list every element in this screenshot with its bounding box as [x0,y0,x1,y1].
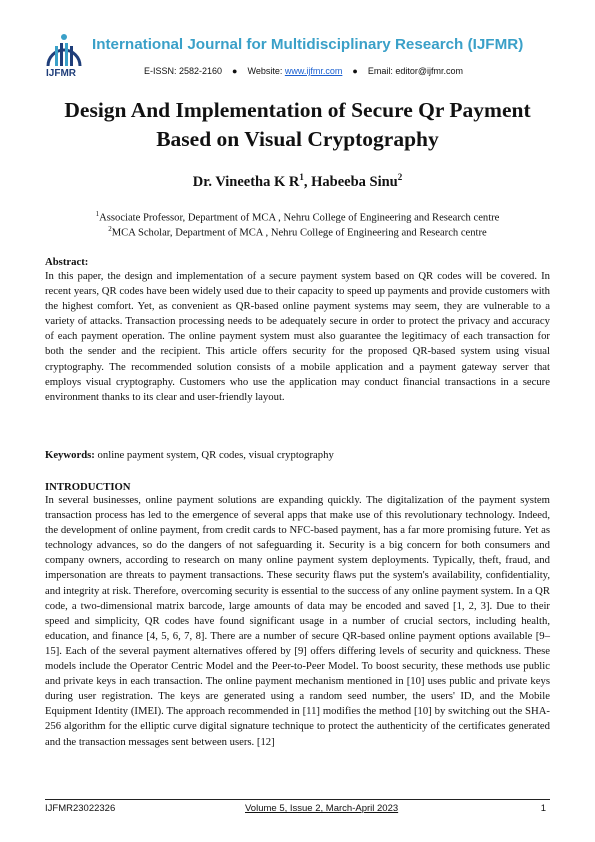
journal-header [44,30,564,82]
abstract-heading: Abstract: [45,256,89,268]
page-footer [45,799,550,816]
author-2-sup: 2 [397,172,403,182]
keywords-label: Keywords: [45,449,95,461]
affiliation-1 [40,210,555,224]
author-1-sup: 1 [299,172,304,182]
bullet-separator: ● [352,66,358,76]
bullet-separator: ● [232,66,238,76]
volume-info: Volume 5, Issue 2, March-April 2023 [245,803,399,814]
journal-logo [44,32,84,78]
author-1: Dr. Vineetha K R [192,173,300,190]
journal-name: International Journal for Multidisciplinary Research [92,36,464,53]
journal-abbr: (IJFMR) [467,36,524,53]
page-number: 1 [540,803,546,814]
eissn: E-ISSN: 2582-2160 [144,66,223,76]
affiliation-2-text: MCA Scholar, Department of MCA , Nehru College of Engineering and Research centre [111,227,487,239]
abstract-text: In this paper, the design and implementation of a secure payment system based on QR codes will be covered. In recent years, QR codes have been widely used due to their capacity to speed up payments and provide customers with the highest comfort. Yet, as convenient as QR-based online payment systems may seem, they are vulnerable to a variety of attacks. Transaction processing needs to be adequately secure in order to protect the privacy and accuracy of each payment operation. The online payment system must also guarantee the legitimacy of each transaction for both the sender and the recipient. This article offers security for the proposed QR-based system using visual cryptography. The recommended solution consists of a mobile application and a payment gateway server that employs visual cryptography. Customers who use the application may conduct financial transactions in a secure environment thanks to its clear and user-friendly layout. [45,270,550,403]
affiliation-2 [40,225,555,239]
affiliation-1-text: Associate Professor, Department of MCA , Nehru College of Engineering and Research centre [99,212,500,224]
author-2: Habeeba Sinu [311,173,398,190]
website-label: Website: [247,66,283,76]
authors [40,172,555,191]
journal-contact [144,66,463,76]
affiliation-1-sup: 1 [95,210,100,218]
title-line-2: Based on Visual Cryptography [156,127,439,151]
logo-text: IJFMR [46,68,76,79]
introduction-text: In several businesses, online payment solutions are expanding quickly. The digitalization of the payment system transaction process has led to the emergence of several apps that make use of this revolutionary technology. Indeed, the development of online payment, from credit cards to NFC-based payment, has a far more promising future. Yet as technology advances, so do the dangers of not safeguarding it. Security is a big concern for both consumers and company owners, according to research on many online payment system deployments. Typically, theft, fraud, and impersonation are threats to payment transactions. These security flaws put the system's availability, confidentiality, and integrity at risk. Therefore, overcoming security is essential to the success of any online payment system. In a QR code, a two-dimensional matrix barcode, large amounts of data may be encoded and saved [1, 2, 3]. Due to their speed and simplicity, QR codes have found significant usage in a number of crucial sectors, including health, education, and finance [4, 5, 6, 7, 8]. There are a number of secure QR-based online payment options available [9–15]. Each of the several payment alternatives offered by [9] offers differing levels of security and quickness. These models include the Operator Centric Model and the Peer-to-Peer Model. To boost security, these methods use public and private keys in each transaction. The online payment mechanism mentioned in [10] uses public and private keys during user registration. The keys are generated using a random seed number, the users' ID, and the Mobile Equipment Identity (IMEI). The approach recommended in [11] modifies the method [10] by switching out the SHA-256 algorithm for the elliptic curve digital signature technique to protect the authenticity of the certificates generated and the transaction messages sent between users. [12] [45,494,550,748]
logo-arch-icon [44,32,84,68]
journal-title [92,36,523,53]
affiliation-2-sup: 2 [108,225,112,233]
keywords [45,448,550,463]
email: Email: editor@ijfmr.com [367,66,463,76]
keywords-text: online payment system, QR codes, visual cryptography [94,449,334,461]
paper-id: IJFMR23022326 [45,803,116,814]
title-line-1: Design And Implementation of Secure Qr Payment [64,98,531,122]
paper-title [40,96,555,154]
author-separator: , [303,173,312,190]
introduction-heading: INTRODUCTION [45,481,131,493]
website-link[interactable]: www.ijfmr.com [284,66,343,76]
